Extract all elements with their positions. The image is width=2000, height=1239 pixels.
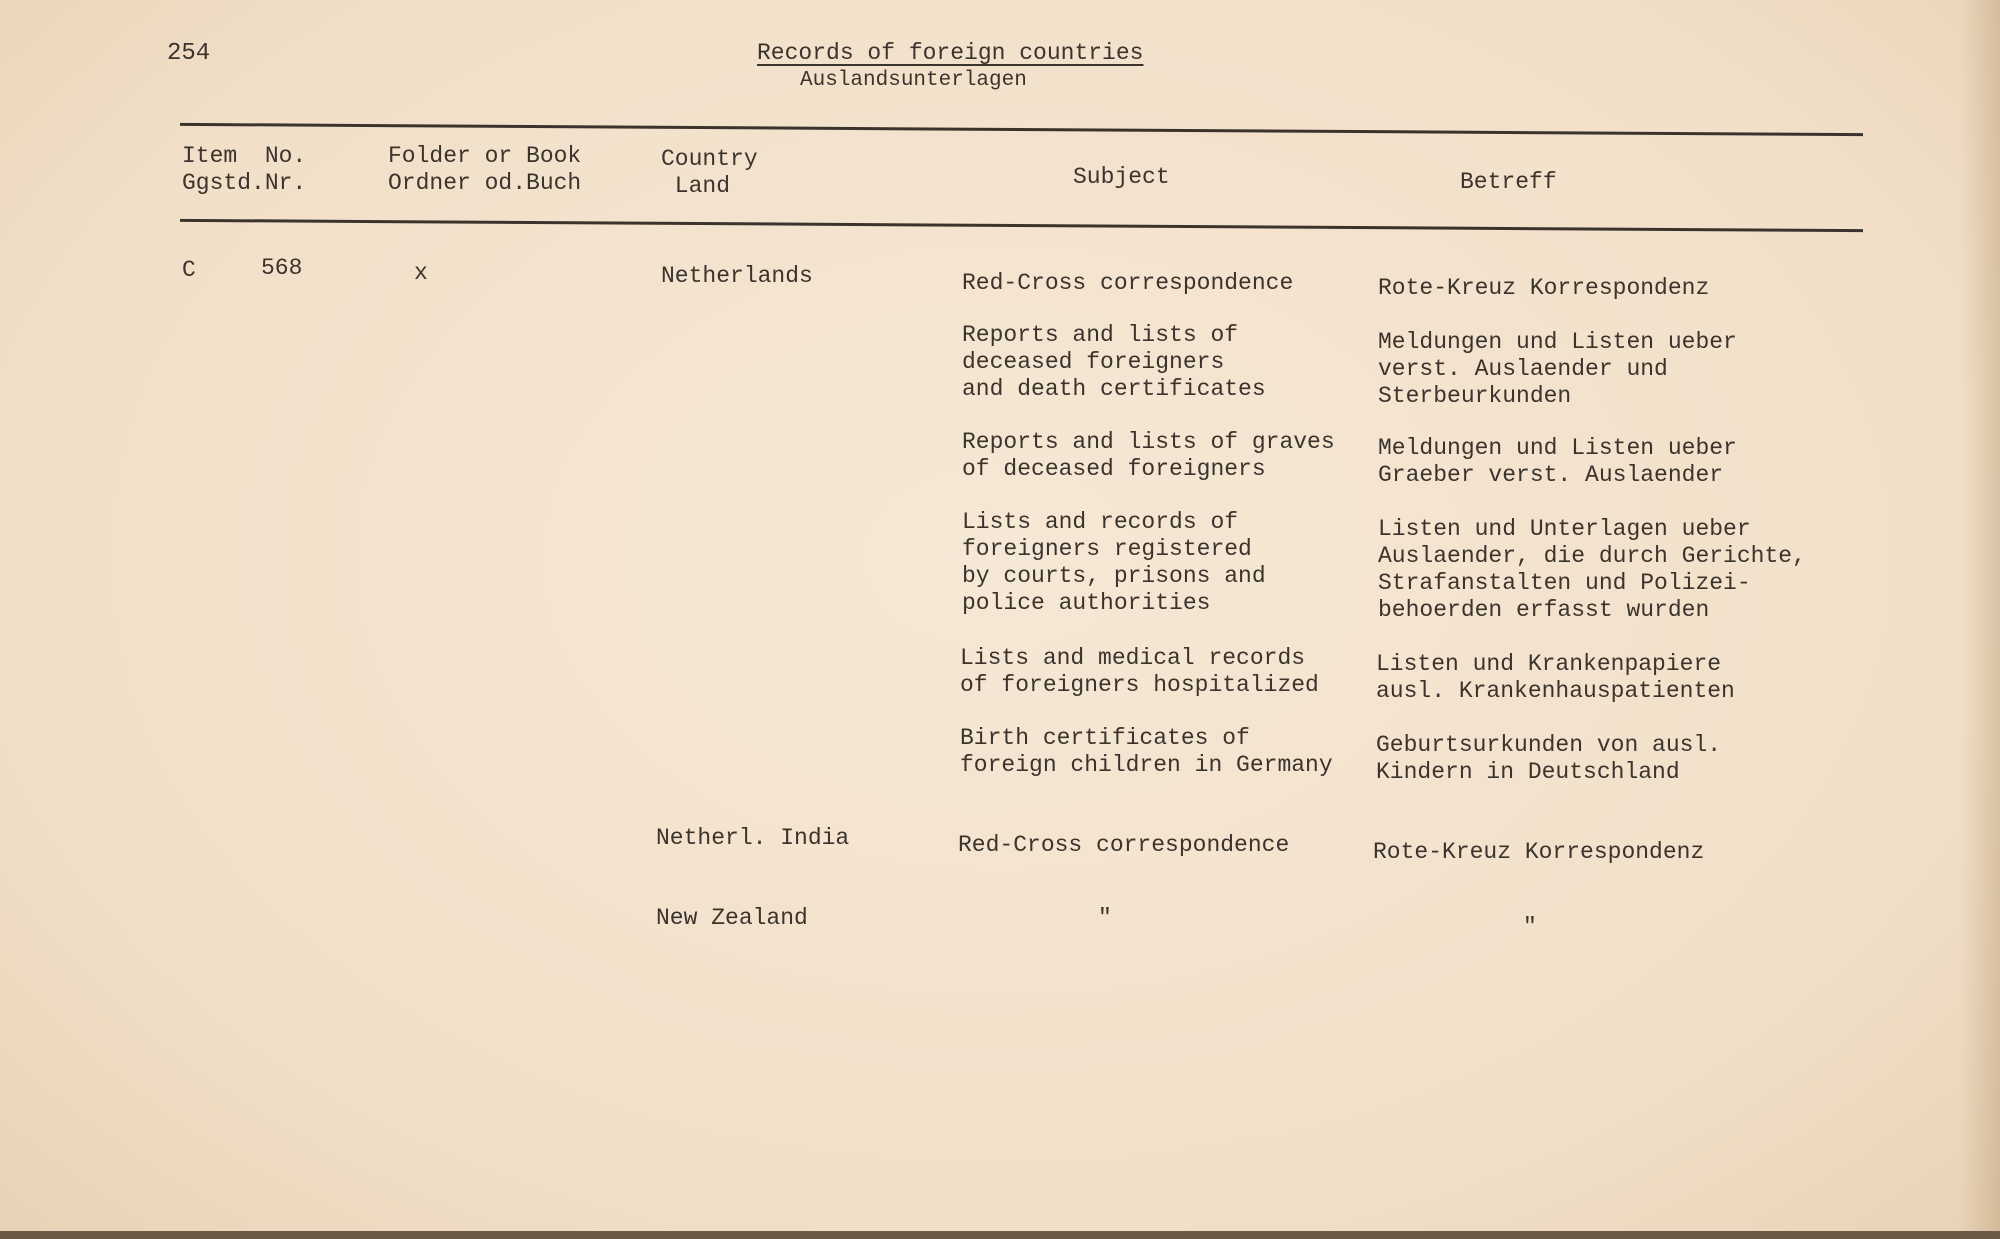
betreff-cell: Rote-Kreuz Korrespondenz	[1378, 275, 1710, 301]
header-folder-de: Ordner od.Buch	[388, 170, 582, 196]
betreff-cell: Meldungen und Listen ueber Graeber verst. Auslaender	[1378, 435, 1737, 488]
page-bottom-border	[0, 1231, 2000, 1239]
folder-mark: x	[414, 260, 428, 286]
page-title: Records of foreign countries	[757, 40, 1144, 66]
subject-cell: Lists and medical records of foreigners hospitalized	[960, 645, 1319, 698]
betreff-cell: Listen und Krankenpapiere ausl. Krankenhauspatienten	[1376, 651, 1735, 704]
betreff-cell: Listen und Unterlagen ueber Auslaender, die durch Gerichte, Strafanstalten und Polizei- behoerden erfasst wurden	[1378, 516, 1806, 623]
subject-cell: Red-Cross correspondence	[958, 832, 1290, 858]
betreff-cell: Geburtsurkunden von ausl. Kindern in Deutschland	[1376, 732, 1722, 785]
header-subject: Subject	[1073, 164, 1170, 190]
betreff-cell: Meldungen und Listen ueber verst. Auslaender und Sterbeurkunden	[1378, 329, 1737, 409]
subject-cell: Reports and lists of deceased foreigners and death certificates	[962, 322, 1266, 402]
country-cell: Netherlands	[661, 263, 813, 289]
page-subtitle: Auslandsunterlagen	[800, 69, 1027, 92]
page-number: 254	[167, 40, 211, 67]
header-folder-en: Folder or Book	[388, 143, 582, 169]
country-cell: Netherl. India	[656, 825, 850, 851]
subject-cell: Red-Cross correspondence	[962, 270, 1294, 296]
subject-cell: Reports and lists of graves of deceased foreigners	[962, 429, 1335, 482]
header-country-de: Land	[661, 173, 731, 199]
betreff-cell: Rote-Kreuz Korrespondenz	[1373, 839, 1705, 865]
subject-cell: Birth certificates of foreign children in Germany	[960, 725, 1333, 778]
header-country-en: Country	[661, 146, 758, 172]
subject-cell: Lists and records of foreigners registered by courts, prisons and police authorities	[962, 509, 1266, 616]
item-letter: C	[182, 257, 196, 283]
header-item-no-en: Item No.	[182, 143, 307, 169]
item-number: 568	[261, 255, 303, 281]
header-item-no-de: Ggstd.Nr.	[182, 170, 307, 196]
country-cell: New Zealand	[656, 905, 808, 931]
page-edge-shadow	[1960, 0, 2000, 1239]
betreff-ditto-mark: "	[1523, 914, 1537, 940]
header-betreff: Betreff	[1460, 169, 1557, 195]
subject-ditto-mark: "	[1098, 905, 1112, 931]
